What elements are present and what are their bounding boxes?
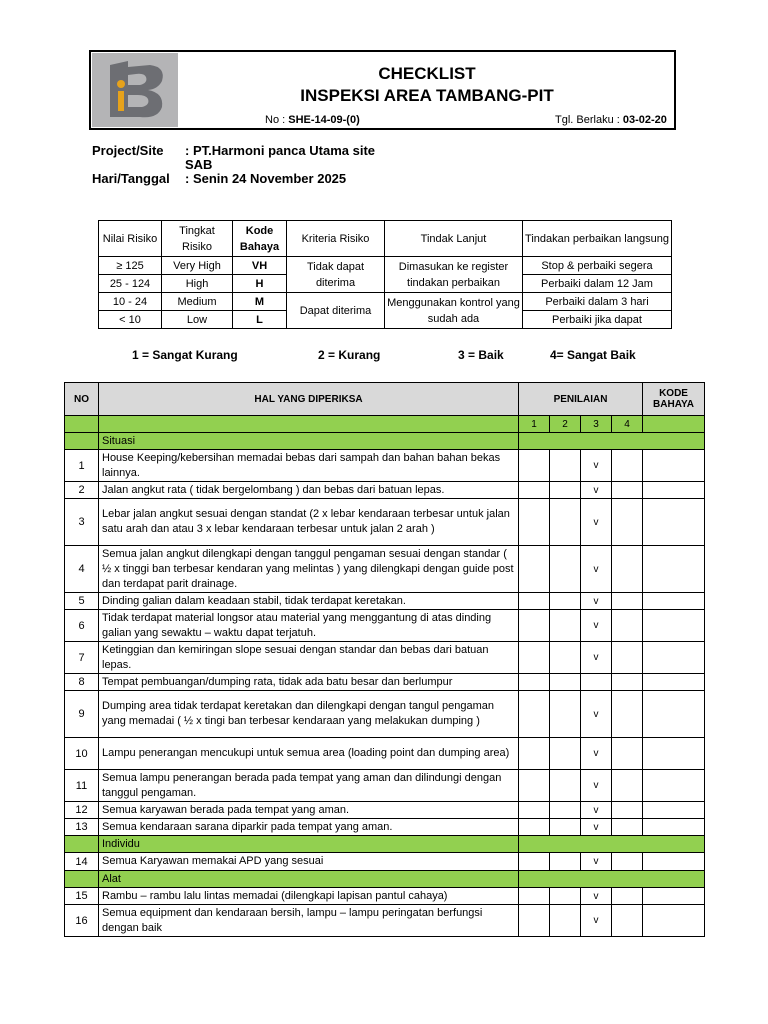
score-cell-4[interactable] <box>612 853 643 871</box>
project-value-cont: SAB <box>185 157 213 172</box>
risk-tindakan: Perbaiki dalam 12 Jam <box>523 275 672 293</box>
score-cell-4[interactable] <box>612 450 643 482</box>
risk-header-cell: Kriteria Risiko <box>287 221 385 257</box>
score-cell-4[interactable] <box>612 642 643 674</box>
score-cell-2[interactable] <box>550 450 581 482</box>
checklist-row <box>65 610 705 642</box>
score-cell-2[interactable] <box>550 888 581 905</box>
score-cell-2[interactable] <box>550 593 581 610</box>
score-cell-4[interactable] <box>612 738 643 770</box>
date-label: Hari/Tanggal <box>92 171 170 186</box>
risk-tindak-lanjut: Menggunakan kontrol yang sudah ada <box>385 293 523 329</box>
item-number: 2 <box>65 482 99 499</box>
risk-tingkat: Low <box>162 311 233 329</box>
risk-header-cell: Tingkat Risiko <box>162 221 233 257</box>
item-number: 1 <box>65 450 99 482</box>
item-description: Ketinggian dan kemiringan slope sesuai dengan standar dan bebas dari batuan lepas. <box>99 642 519 674</box>
score-cell-1[interactable] <box>519 853 550 871</box>
score-col-label: 2 <box>550 416 581 433</box>
score-cell-1[interactable] <box>519 499 550 546</box>
score-cell-3[interactable]: v <box>581 610 612 642</box>
item-number: 6 <box>65 610 99 642</box>
section-title: Situasi <box>99 433 519 450</box>
item-description: Semua karyawan berada pada tempat yang aman. <box>99 802 519 819</box>
risk-tindak-lanjut: Dimasukan ke register tindakan perbaikan <box>385 257 523 293</box>
item-description: House Keeping/kebersihan memadai bebas dari sampah dan bahan bahan bekas lainnya. <box>99 450 519 482</box>
score-cell-3[interactable]: v <box>581 738 612 770</box>
score-cell-2[interactable] <box>550 770 581 802</box>
score-cell-2[interactable] <box>550 499 581 546</box>
score-cell-2[interactable] <box>550 802 581 819</box>
col-kode-header: KODE BAHAYA <box>643 383 705 416</box>
risk-tingkat: High <box>162 275 233 293</box>
item-number: 15 <box>65 888 99 905</box>
kode-bahaya-cell[interactable] <box>643 499 705 546</box>
risk-header-cell: Nilai Risiko <box>99 221 162 257</box>
risk-header-row <box>99 221 672 257</box>
legend-item: 4= Sangat Baik <box>550 348 636 362</box>
score-cell-4[interactable] <box>612 691 643 738</box>
kode-bahaya-cell[interactable] <box>643 853 705 871</box>
risk-header-cell: Tindak Lanjut <box>385 221 523 257</box>
score-cell-3[interactable]: v <box>581 642 612 674</box>
risk-nilai: ≥ 125 <box>99 257 162 275</box>
risk-nilai: 25 - 124 <box>99 275 162 293</box>
kode-bahaya-cell[interactable] <box>643 905 705 937</box>
kode-bahaya-cell[interactable] <box>643 642 705 674</box>
kode-bahaya-cell[interactable] <box>643 770 705 802</box>
score-cell-1[interactable] <box>519 888 550 905</box>
checklist-row <box>65 905 705 937</box>
checklist-row <box>65 802 705 819</box>
checklist-row <box>65 499 705 546</box>
score-cell-1[interactable] <box>519 802 550 819</box>
score-cell-4[interactable] <box>612 802 643 819</box>
date-value: : Senin 24 November 2025 <box>185 171 347 186</box>
checklist-row <box>65 642 705 674</box>
risk-kode: H <box>233 275 287 293</box>
risk-kriteria: Tidak dapat diterima <box>287 257 385 293</box>
score-cell-1[interactable] <box>519 819 550 836</box>
item-number: 7 <box>65 642 99 674</box>
kode-bahaya-cell[interactable] <box>643 738 705 770</box>
col-item-header: HAL YANG DIPERIKSA <box>99 383 519 416</box>
score-cell-3[interactable] <box>581 674 612 691</box>
checklist-header-row <box>65 383 705 416</box>
checklist-row <box>65 853 705 871</box>
score-cell-2[interactable] <box>550 610 581 642</box>
score-cell-2[interactable] <box>550 905 581 937</box>
kode-bahaya-cell[interactable] <box>643 450 705 482</box>
project-value: : PT.Harmoni panca Utama site <box>185 143 375 158</box>
item-number: 9 <box>65 691 99 738</box>
score-cell-2[interactable] <box>550 691 581 738</box>
risk-kode: M <box>233 293 287 311</box>
score-cell-4[interactable] <box>612 593 643 610</box>
kode-bahaya-cell[interactable] <box>643 888 705 905</box>
score-cell-4[interactable] <box>612 499 643 546</box>
kode-bahaya-cell[interactable] <box>643 819 705 836</box>
checklist-row <box>65 819 705 836</box>
score-col-label: 3 <box>581 416 612 433</box>
score-cell-3[interactable]: v <box>581 853 612 871</box>
checklist-row <box>65 738 705 770</box>
score-cell-2[interactable] <box>550 738 581 770</box>
score-cell-3[interactable]: v <box>581 546 612 593</box>
score-cell-2[interactable] <box>550 674 581 691</box>
score-cell-3[interactable]: v <box>581 905 612 937</box>
legend-item: 3 = Baik <box>458 348 504 362</box>
score-cell-3[interactable]: v <box>581 691 612 738</box>
score-col-label: 4 <box>612 416 643 433</box>
score-cell-1[interactable] <box>519 642 550 674</box>
score-cell-3[interactable]: v <box>581 770 612 802</box>
risk-tindakan: Perbaiki dalam 3 hari <box>523 293 672 311</box>
item-number: 5 <box>65 593 99 610</box>
score-cell-4[interactable] <box>612 905 643 937</box>
score-cell-4[interactable] <box>612 770 643 802</box>
checklist-row <box>65 450 705 482</box>
valid-date: Tgl. Berlaku : 03-02-20 <box>555 114 667 126</box>
legend-item: 2 = Kurang <box>318 348 381 362</box>
col-no-header: NO <box>65 383 99 416</box>
risk-tindakan: Stop & perbaiki segera <box>523 257 672 275</box>
document-title-line2: INSPEKSI AREA TAMBANG-PIT <box>300 86 554 105</box>
item-description: Dumping area tidak terdapat keretakan dan dilengkapi dengan tangul pengaman yang memadai ( ½ x tingi ban terbesar kendaraan yang melakukan dumping ) <box>99 691 519 738</box>
risk-header-cell: Tindakan perbaikan langsung <box>523 221 672 257</box>
project-label: Project/Site <box>92 143 164 158</box>
score-cell-4[interactable] <box>612 482 643 499</box>
risk-kode: L <box>233 311 287 329</box>
item-description: Semua kendaraan sarana diparkir pada tempat yang aman. <box>99 819 519 836</box>
document-number: No : SHE-14-09-(0) <box>265 114 360 126</box>
score-cell-1[interactable] <box>519 546 550 593</box>
item-number: 10 <box>65 738 99 770</box>
score-cell-2[interactable] <box>550 482 581 499</box>
risk-row <box>99 293 672 311</box>
item-description: Semua Karyawan memakai APD yang sesuai <box>99 853 519 871</box>
item-description: Tidak terdapat material longsor atau material yang menggantung di atas dinding galian yang sewaktu – waktu dapat terjatuh. <box>99 610 519 642</box>
score-cell-4[interactable] <box>612 610 643 642</box>
section-row <box>65 433 705 450</box>
item-number: 3 <box>65 499 99 546</box>
score-cell-1[interactable] <box>519 593 550 610</box>
legend-item: 1 = Sangat Kurang <box>132 348 238 362</box>
score-cell-1[interactable] <box>519 770 550 802</box>
risk-kode: VH <box>233 257 287 275</box>
item-description: Semua jalan angkut dilengkapi dengan tanggul pengaman sesuai dengan standar ( ½ x tinggi ban terbesar kendaran yang melintas ) yang dilengkapi dengan guide post dan terdapat parit drainage. <box>99 546 519 593</box>
score-cell-4[interactable] <box>612 546 643 593</box>
risk-tingkat: Very High <box>162 257 233 275</box>
score-cell-4[interactable] <box>612 888 643 905</box>
risk-matrix-table <box>98 220 672 329</box>
checklist-row <box>65 546 705 593</box>
score-cell-3[interactable]: v <box>581 450 612 482</box>
item-number: 14 <box>65 853 99 871</box>
score-cell-1[interactable] <box>519 610 550 642</box>
score-cell-2[interactable] <box>550 546 581 593</box>
risk-tindakan: Perbaiki jika dapat <box>523 311 672 329</box>
item-description: Lampu penerangan mencukupi untuk semua area (loading point dan dumping area) <box>99 738 519 770</box>
kode-bahaya-cell[interactable] <box>643 546 705 593</box>
item-number: 16 <box>65 905 99 937</box>
checklist-row <box>65 674 705 691</box>
inspection-checklist-table <box>64 382 705 937</box>
score-cell-4[interactable] <box>612 674 643 691</box>
item-number: 12 <box>65 802 99 819</box>
item-description: Semua equipment dan kendaraan bersih, lampu – lampu peringatan berfungsi dengan baik <box>99 905 519 937</box>
score-cell-3[interactable]: v <box>581 593 612 610</box>
section-title: Alat <box>99 871 519 888</box>
kode-bahaya-cell[interactable] <box>643 593 705 610</box>
score-cell-3[interactable]: v <box>581 802 612 819</box>
score-cell-3[interactable]: v <box>581 819 612 836</box>
score-cell-2[interactable] <box>550 642 581 674</box>
checklist-row <box>65 691 705 738</box>
section-row <box>65 871 705 888</box>
item-number: 13 <box>65 819 99 836</box>
document-title-line1: CHECKLIST <box>378 64 476 83</box>
score-cell-3[interactable]: v <box>581 499 612 546</box>
score-cell-2[interactable] <box>550 819 581 836</box>
risk-row <box>99 257 672 275</box>
score-cell-3[interactable]: v <box>581 482 612 499</box>
item-number: 8 <box>65 674 99 691</box>
checklist-row <box>65 593 705 610</box>
score-cell-1[interactable] <box>519 450 550 482</box>
kode-bahaya-cell[interactable] <box>643 802 705 819</box>
score-cell-1[interactable] <box>519 482 550 499</box>
score-cell-1[interactable] <box>519 674 550 691</box>
kode-bahaya-cell[interactable] <box>643 482 705 499</box>
risk-header-cell: Kode Bahaya <box>233 221 287 257</box>
risk-kriteria: Dapat diterima <box>287 293 385 329</box>
score-cell-3[interactable]: v <box>581 888 612 905</box>
score-col-label: 1 <box>519 416 550 433</box>
score-cell-4[interactable] <box>612 819 643 836</box>
item-number: 4 <box>65 546 99 593</box>
section-row <box>65 836 705 853</box>
kode-bahaya-cell[interactable] <box>643 691 705 738</box>
score-number-row <box>65 416 705 433</box>
item-description: Jalan angkut rata ( tidak bergelombang ) dan bebas dari batuan lepas. <box>99 482 519 499</box>
item-description: Dinding galian dalam keadaan stabil, tidak terdapat keretakan. <box>99 593 519 610</box>
risk-nilai: < 10 <box>99 311 162 329</box>
checklist-row <box>65 770 705 802</box>
score-cell-1[interactable] <box>519 738 550 770</box>
item-number: 11 <box>65 770 99 802</box>
kode-bahaya-cell[interactable] <box>643 610 705 642</box>
score-cell-1[interactable] <box>519 905 550 937</box>
risk-tingkat: Medium <box>162 293 233 311</box>
item-description: Tempat pembuangan/dumping rata, tidak ada batu besar dan berlumpur <box>99 674 519 691</box>
checklist-row <box>65 888 705 905</box>
kode-bahaya-cell[interactable] <box>643 674 705 691</box>
item-description: Rambu – rambu lalu lintas memadai (dilengkapi lapisan pantul cahaya) <box>99 888 519 905</box>
company-logo <box>92 53 178 127</box>
item-description: Lebar jalan angkut sesuai dengan standat (2 x lebar kendaraan terbesar untuk jalan satu arah dan atau 3 x lebar kendaraan terbesar untuk jalan 2 arah ) <box>99 499 519 546</box>
risk-nilai: 10 - 24 <box>99 293 162 311</box>
score-cell-2[interactable] <box>550 853 581 871</box>
checklist-row <box>65 482 705 499</box>
score-cell-1[interactable] <box>519 691 550 738</box>
section-title: Individu <box>99 836 519 853</box>
item-description: Semua lampu penerangan berada pada tempat yang aman dan dilindungi dengan tanggul pengaman. <box>99 770 519 802</box>
col-score-header: PENILAIAN <box>519 383 643 416</box>
